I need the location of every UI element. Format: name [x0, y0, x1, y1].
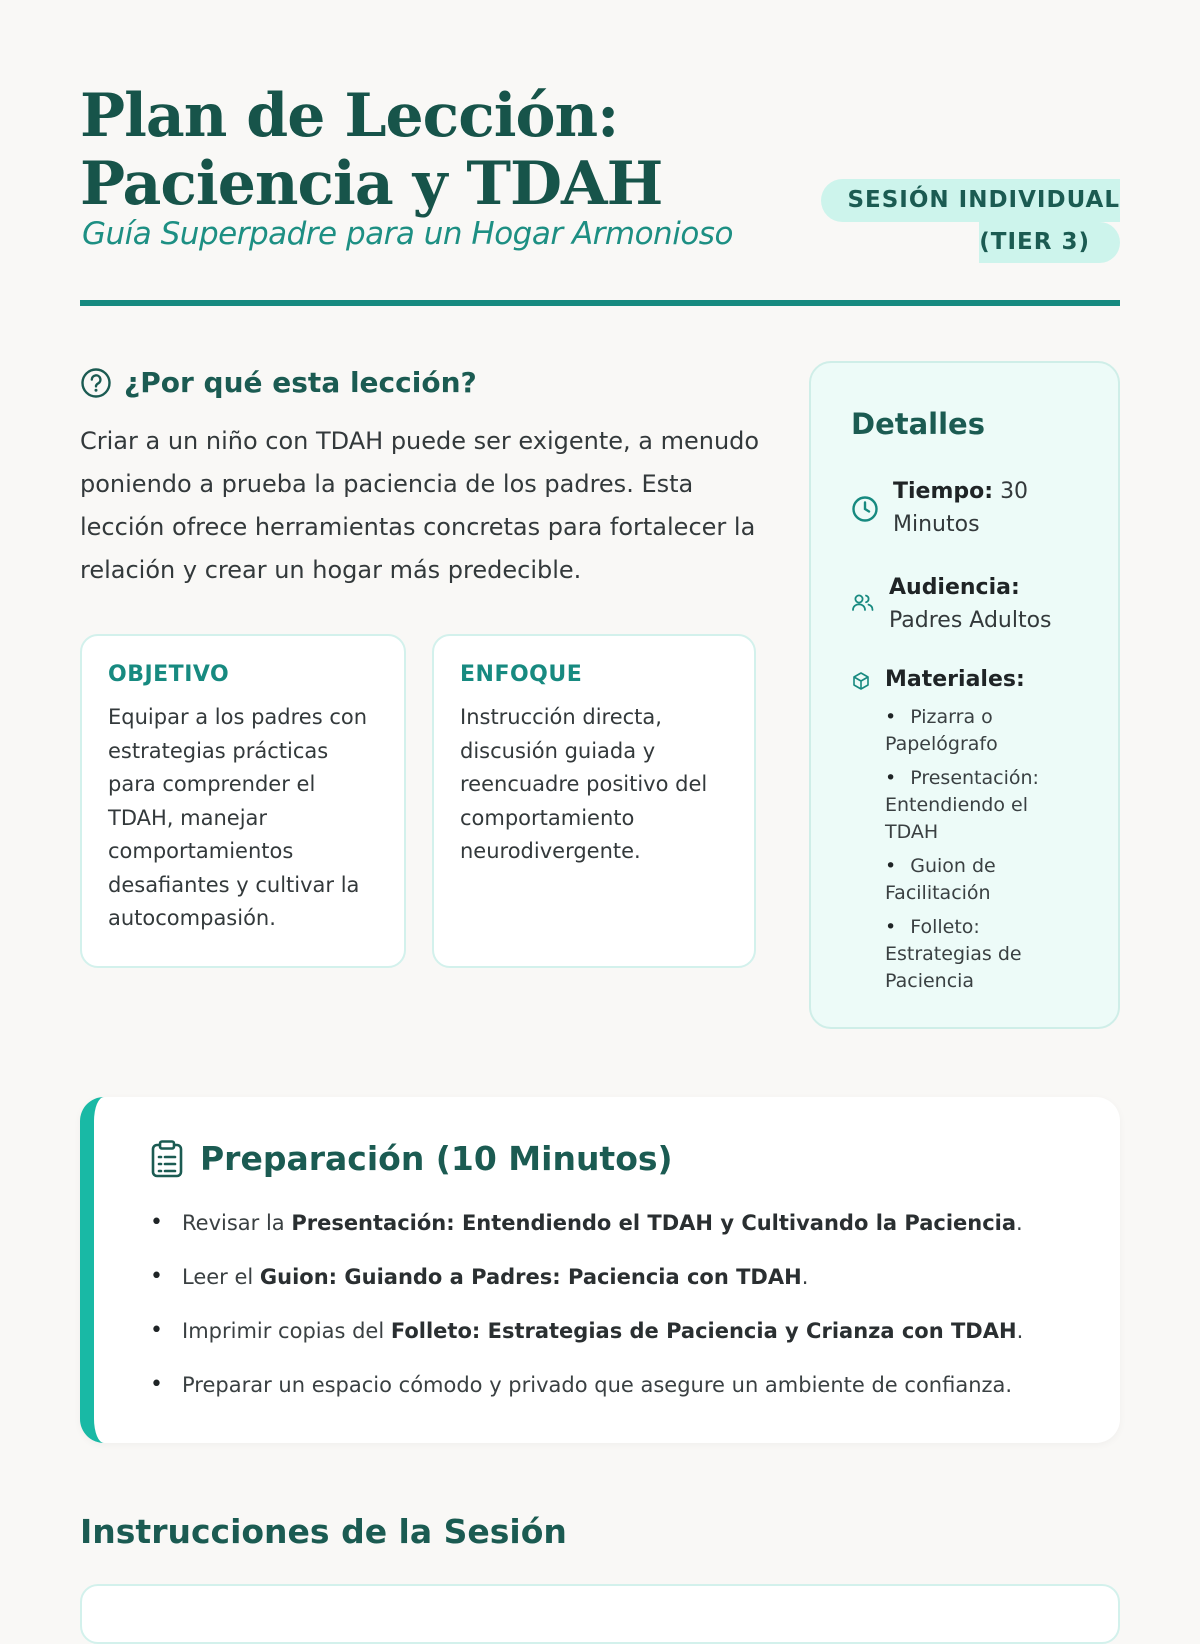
details-heading: Detalles — [851, 407, 985, 441]
why-section-header — [80, 366, 477, 399]
material-item: • Presentación: Entendiendo el TDAH — [885, 765, 1055, 846]
material-item: • Folleto: Estrategias de Paciencia — [885, 914, 1055, 995]
preparation-item: • Preparar un espacio cómodo y privado que asegure un ambiente de confianza. — [150, 1371, 1110, 1399]
preparation-header — [150, 1139, 673, 1178]
detail-audience — [851, 571, 1089, 637]
preparation-section — [80, 1097, 1120, 1443]
why-heading: ¿Por qué esta lección? — [124, 366, 477, 399]
preparation-list — [150, 1209, 1110, 1425]
question-circle-icon — [80, 367, 112, 399]
why-paragraph: Criar a un niño con TDAH puede ser exigente, a menudo poniendo a prueba la paciencia de los padres. Esta lección ofrece herramientas concretas para fortalecer la relación y crear un hogar más predecible. — [80, 427, 760, 584]
clipboard-icon — [150, 1140, 184, 1178]
materials-list — [885, 704, 1055, 995]
objective-card — [80, 634, 406, 968]
material-item: • Pizarra o Papelógrafo — [885, 704, 1055, 758]
focus-card — [432, 634, 756, 968]
time-value: 30 Minutos — [893, 479, 1029, 537]
focus-text: Instrucción directa, discusión guiada y reencuadre positivo del comportamiento neurodivergente. — [460, 705, 708, 863]
page-title — [80, 82, 800, 218]
page-subtitle: Guía Superpadre para un Hogar Armonioso — [82, 216, 733, 252]
clock-icon — [851, 495, 879, 523]
audience-label: Audiencia: — [889, 575, 1020, 600]
time-label: Tiempo: — [893, 479, 994, 504]
details-panel — [809, 361, 1120, 1029]
title-line-2: Paciencia y TDAH — [80, 149, 663, 219]
instructions-card — [80, 1584, 1120, 1644]
detail-materials — [851, 663, 1055, 1002]
material-item: • Guion de Facilitación — [885, 853, 1055, 907]
box-icon — [851, 671, 871, 691]
objective-title: OBJETIVO — [108, 662, 230, 687]
preparation-item: • Leer el Guion: Guiando a Padres: Paciencia con TDAH. — [150, 1263, 1110, 1291]
preparation-heading: Preparación (10 Minutos) — [200, 1139, 673, 1178]
badge-line-2: (TIER 3) — [979, 222, 1120, 263]
detail-time — [851, 475, 1053, 541]
audience-value: Padres Adultos — [889, 608, 1052, 633]
header-divider — [80, 300, 1120, 306]
title-line-1: Plan de Lección: — [80, 81, 619, 151]
session-type-badge — [846, 179, 1120, 265]
preparation-item: • Imprimir copias del Folleto: Estrategias de Paciencia y Crianza con TDAH. — [150, 1317, 1110, 1345]
preparation-item: • Revisar la Presentación: Entendiendo el TDAH y Cultivando la Paciencia. — [150, 1209, 1110, 1237]
badge-line-1: SESIÓN INDIVIDUAL — [821, 179, 1120, 222]
materials-label: Materiales: — [885, 667, 1025, 692]
instructions-heading: Instrucciones de la Sesión — [80, 1512, 567, 1551]
focus-title: ENFOQUE — [460, 662, 583, 687]
objective-text: Equipar a los padres con estrategias prácticas para comprender el TDAH, manejar comportamientos desafiantes y cultivar la autocompasión. — [108, 705, 368, 930]
users-icon — [851, 591, 875, 615]
